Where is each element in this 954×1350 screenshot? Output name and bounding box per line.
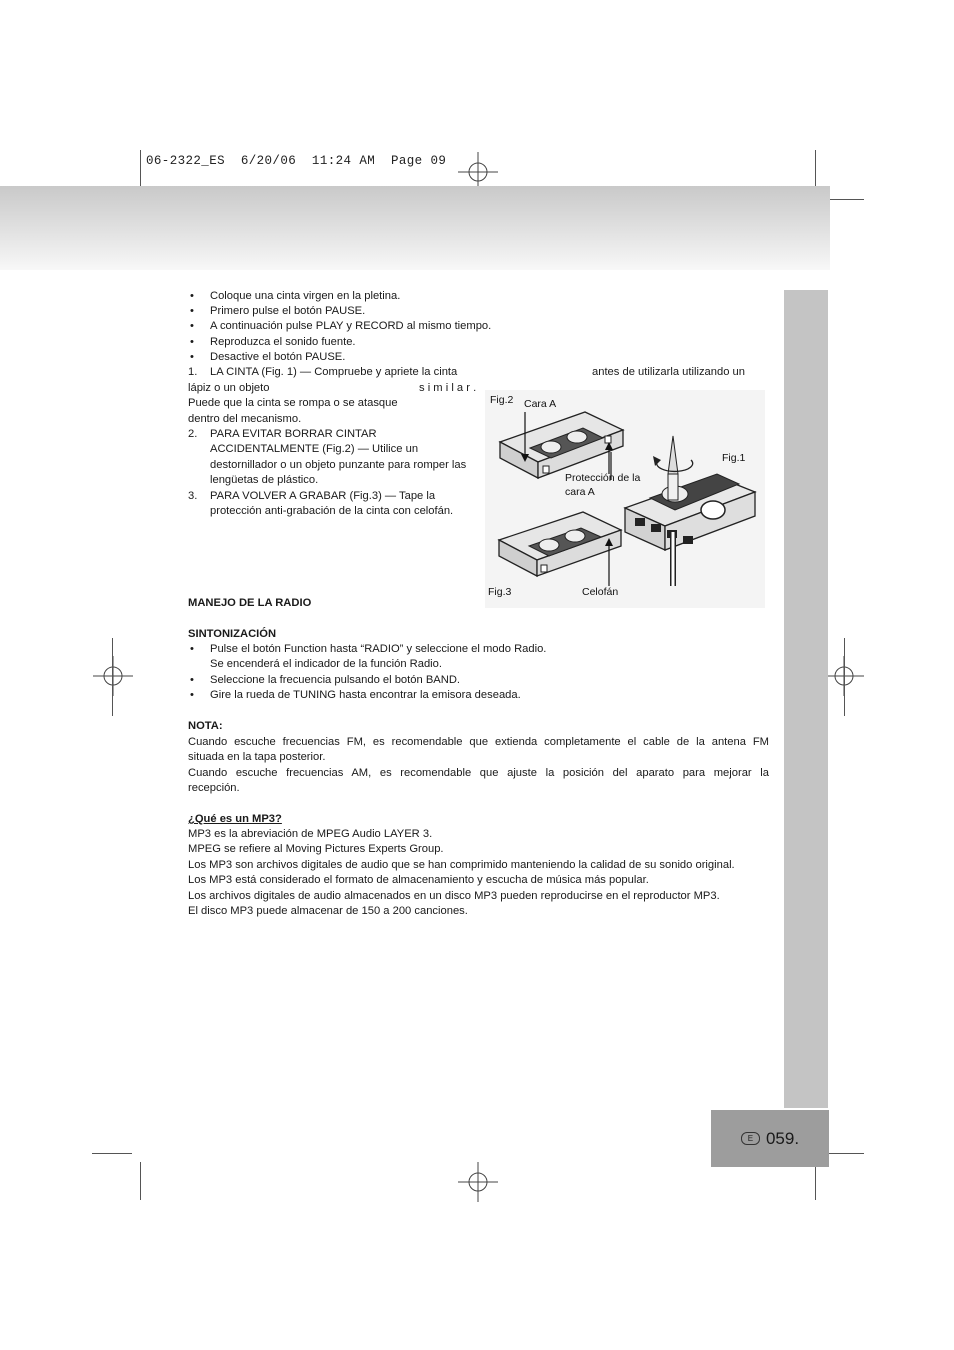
nota-line-1: Cuando escuche frecuencias FM, es recomendable que extienda completamente el cable de la antena FM	[188, 736, 769, 748]
mp3-line: MP3 es la abreviación de MPEG Audio LAYER 3.	[188, 828, 433, 840]
page-number: 059.	[765, 1128, 800, 1148]
radio-heading: MANEJO DE LA RADIO	[188, 597, 312, 609]
fig1-label: Fig.1	[722, 452, 746, 464]
cara-a-label: Cara A	[524, 398, 557, 410]
fig2-label: Fig.2	[490, 394, 514, 406]
proteccion-label-2: cara A	[565, 486, 595, 498]
item1-line1-right: antes de utilizarla utilizando un	[592, 366, 745, 378]
mp3-line: Los MP3 son archivos digitales de audio que se han comprimido manteniendo la calidad de su sonido original.	[188, 859, 735, 871]
radio-bullet1-cont: Se encenderá el indicador de la función Radio.	[210, 658, 442, 670]
language-badge: E	[741, 1132, 760, 1145]
item1-line2: lápiz o un objeto	[188, 382, 270, 394]
fig3-label: Fig.3	[488, 586, 512, 598]
registration-mark-icon	[93, 656, 133, 696]
nota-heading: NOTA:	[188, 720, 223, 732]
crop-mark	[140, 1162, 141, 1200]
crop-mark	[140, 150, 141, 188]
header-band	[0, 186, 830, 270]
mp3-line: Los MP3 está considerado el formato de almacenamiento y escucha de música más popular.	[188, 874, 649, 886]
item2-line4: lengüetas de plástico.	[210, 474, 319, 486]
crop-mark	[826, 199, 864, 200]
nota-line-2: situada en la tapa posterior.	[188, 751, 326, 763]
crop-mark	[92, 1153, 132, 1154]
item3-line2: protección anti-grabación de la cinta con celofán.	[210, 505, 454, 517]
item1-line4: dentro del mecanismo.	[188, 413, 302, 425]
mp3-line: MPEG se refiere al Moving Pictures Experts Group.	[188, 843, 444, 855]
item2-line2: ACCIDENTALMENTE (Fig.2) — Utilice un	[210, 443, 419, 455]
celofan-label: Celofán	[582, 586, 619, 598]
registration-mark-icon	[458, 1162, 498, 1202]
nota-line-3: Cuando escuche frecuencias AM, es recomendable que ajuste la posición del aparato para mejorar la	[188, 767, 769, 779]
item2-line3: destornillador o un objeto punzante para romper las	[210, 459, 467, 471]
crop-mark	[112, 638, 113, 716]
mp3-heading: ¿Qué es un MP3?	[188, 813, 282, 825]
proteccion-label-1: Protección de la	[565, 472, 641, 484]
tuning-heading: SINTONIZACIÓN	[188, 628, 277, 640]
mp3-line: Los archivos digitales de audio almacenados en un disco MP3 pueden reproducirse en el reproductor MP3.	[188, 890, 720, 902]
cassette-illustration	[485, 390, 765, 608]
crop-mark	[826, 1153, 864, 1154]
item1-line3: Puede que la cinta se rompa o se atasque	[188, 397, 398, 409]
print-slug: 06-2322_ES 6/20/06 11:24 AM Page 09	[146, 154, 447, 168]
crop-mark	[815, 1162, 816, 1200]
item1-line2-mid: s i m i l a r .	[419, 382, 477, 394]
page-number-box	[711, 1110, 829, 1167]
mp3-line: El disco MP3 puede almacenar de 150 a 200 canciones.	[188, 905, 468, 917]
crop-mark	[815, 150, 816, 188]
nota-line-4: recepción.	[188, 782, 240, 794]
side-tab-bar	[784, 290, 828, 1108]
crop-mark	[844, 638, 845, 716]
